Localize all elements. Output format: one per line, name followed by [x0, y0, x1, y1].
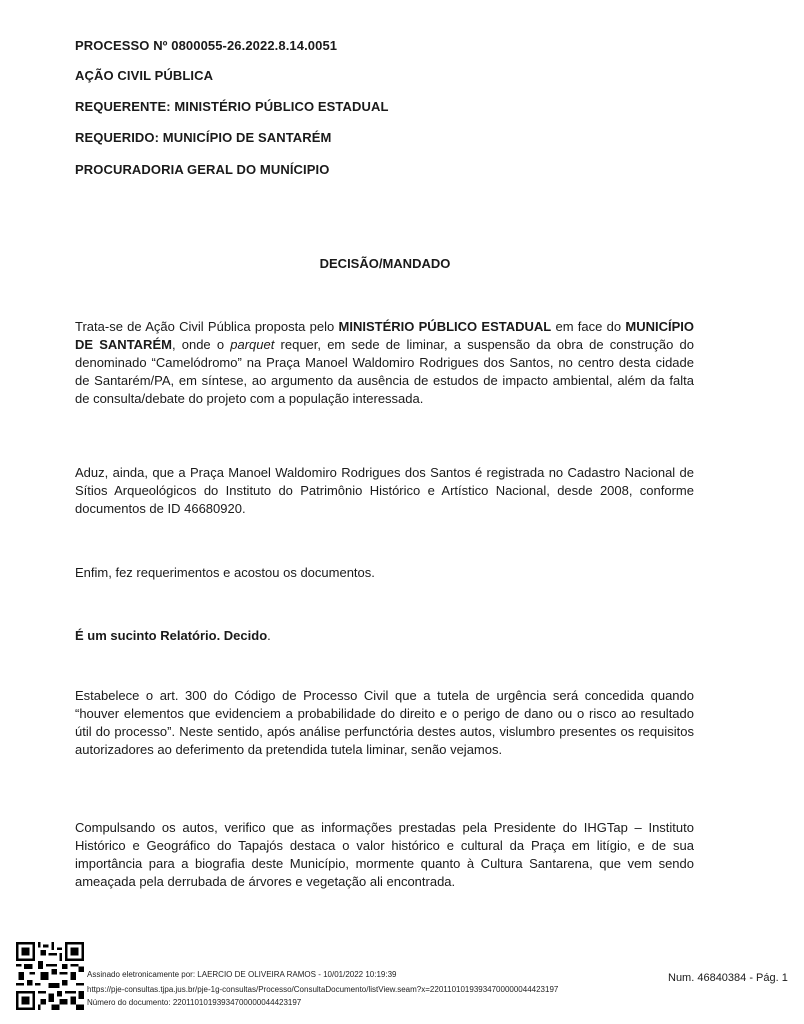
paragraph-6: Compulsando os autos, verifico que as informações prestadas pela Presidente do IHGTap – Instituto Histórico e Geográfico do Tapajós destaca o valor histórico e cultural da Praça em litígio, e de sua importância para a biografia deste Município, mormente quanto à Cultura Santarena, que vem sendo ameaçada pela derrubada de árvores e vegetação ali encontrada. [75, 820, 694, 889]
paragraph-5: Estabelece o art. 300 do Código de Processo Civil que a tutela de urgência será concedida quando “houver elementos que evidenciem a probabilidade do direito e o perigo de dano ou o risco ao resultado útil do processo”. Neste sentido, após análise perfunctória destes autos, vislumbro presentes os requisitos autorizadores ao deferimento da pretendida tutela liminar, senão vejamos. [75, 688, 694, 757]
document-number: Número do documento: 22011010193934700000044423197 [87, 998, 302, 1007]
action-type: AÇÃO CIVIL PÚBLICA [75, 68, 214, 83]
page-number: Num. 46840384 - Pág. 1 [668, 972, 788, 984]
qr-code-icon [16, 942, 84, 1010]
document-url[interactable]: https://pje-consultas.tjpa.jus.br/pje-1g-consultas/Processo/ConsultaDocumento/listView.seam?x=22011010193934700000044423197 [87, 985, 559, 994]
attorney-office: PROCURADORIA GERAL DO MUNÍCIPIO [75, 162, 330, 177]
signature-info: Assinado eletronicamente por: LAERCIO DE OLIVEIRA RAMOS - 10/01/2022 10:19:39 [87, 970, 397, 979]
defendant: REQUERIDO: MUNICÍPIO DE SANTARÉM [75, 130, 332, 145]
plaintiff: REQUERENTE: MINISTÉRIO PÚBLICO ESTADUAL [75, 99, 389, 114]
paragraph-2: Aduz, ainda, que a Praça Manoel Waldomiro Rodrigues dos Santos é registrada no Cadastro Nacional de Sítios Arqueológicos do Instituto do Patrimônio Histórico e Artístico Nacional, desde 2008, conforme documentos de ID 46680920. [75, 465, 694, 516]
paragraph-3: Enfim, fez requerimentos e acostou os documentos. [75, 565, 375, 580]
document-title: DECISÃO/MANDADO [319, 256, 451, 271]
paragraph-4: É um sucinto Relatório. Decido. [75, 628, 271, 643]
process-number: PROCESSO Nº 0800055-26.2022.8.14.0051 [75, 38, 338, 53]
paragraph-1: Trata-se de Ação Civil Pública proposta pelo MINISTÉRIO PÚBLICO ESTADUAL em face do MUNICÍPIO DE SANTARÉM, onde o parquet requer, em sede de liminar, a suspensão da obra de construção do denominado “Camelódromo” na Praça Manoel Waldomiro Rodrigues dos Santos, no centro desta cidade de Santarém/PA, em síntese, ao argumento da ausência de estudos de impacto ambiental, além da falta de consulta/debate do projeto com a população interessada. [75, 319, 695, 406]
